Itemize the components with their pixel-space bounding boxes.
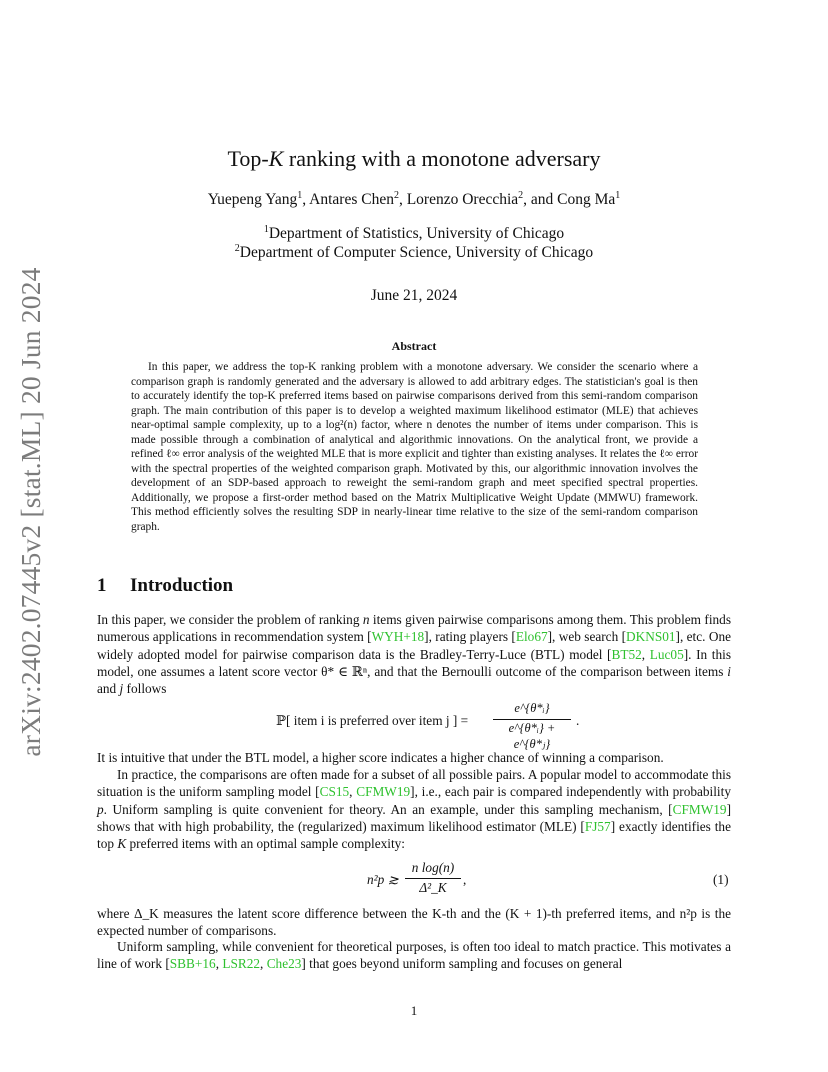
citation-link[interactable]: SBB+16: [169, 956, 216, 972]
body-paragraph: In practice, the comparisons are often made for a subset of all possible pairs. A popular model to accommodate this situation is the uniform sampling model [CS15, CFMW19], i.e., each pair is compared independently with probability p. Uniform sampling is quite convenient for theory. An an example, under this sampling mechanism, [CFMW19] shows that with high probability, the (regularized) maximum likelihood estimator (MLE) [FJ57] exactly identifies the top K preferred items with an optimal sample complexity:: [97, 767, 731, 852]
citation-link[interactable]: DKNS01: [626, 629, 676, 645]
equation-sample-complexity: [0, 860, 828, 896]
citation-link[interactable]: WYH+18: [371, 629, 425, 645]
author: Yuepeng Yang$^1$,: [207, 189, 310, 208]
affiliation: $^2$Department of Computer Science, University of Chicago: [234, 242, 594, 261]
affiliation: $^1$Department of Statistics, University of Chicago: [263, 223, 565, 242]
author: Antares Chen$^2$,: [309, 189, 407, 208]
section-heading: [97, 575, 233, 597]
fraction-denominator: Δ²_K: [419, 880, 447, 895]
citation-link[interactable]: Elo67: [515, 629, 548, 645]
author: Lorenzo Orecchia$^2$, and: [406, 189, 558, 208]
fraction-numerator: n log(n): [411, 860, 455, 875]
paper-date: June 21, 2024: [370, 287, 458, 304]
section-title: Introduction: [130, 575, 234, 596]
citation-link[interactable]: FJ57: [584, 818, 611, 834]
body-paragraph: Uniform sampling, while convenient for theoretical purposes, is often too ideal to match practice. This motivates a line of work [SBB+16, LSR22, Che23] that goes beyond uniform sampling and focuses on general: [97, 939, 731, 972]
citation-link[interactable]: CFMW19: [356, 784, 411, 800]
author-list: [0, 191, 828, 209]
equation-punct: .: [576, 713, 580, 728]
equation-punct: ,: [463, 872, 467, 887]
citation-link[interactable]: CFMW19: [672, 801, 727, 817]
citation-link[interactable]: LSR22: [222, 956, 261, 972]
section-number: 1: [97, 575, 107, 596]
abstract-heading: Abstract: [391, 339, 437, 353]
author: Cong Ma$^1$: [557, 189, 621, 208]
equation-fraction: [405, 860, 461, 896]
page-number: 1: [410, 1003, 418, 1018]
fraction-numerator: e^{θ*ᵢ}: [514, 701, 550, 715]
body-paragraph: In this paper, we consider the problem of ranking n items given pairwise comparisons among them. This problem finds numerous applications in recommendation system [WYH+18], rating players [Elo67], web search [DKNS01], etc. One widely adopted model for pairwise comparison data is the Bradley-Terry-Luce (BTL) model [BT52, Luc05]. In this model, one assumes a latent score vector θ* ∈ ℝⁿ, and that the Bernoulli outcome of the comparison between items i and j follows: [97, 612, 732, 697]
title-prefix: Top-: [227, 146, 269, 171]
citation-link[interactable]: CS15: [319, 784, 350, 800]
body-paragraph: It is intuitive that under the BTL model, a higher score indicates a higher chance of winning a comparison.: [97, 750, 664, 765]
equation-lhs: n²p ≳: [367, 872, 399, 887]
paper-title: [0, 146, 828, 172]
citation-link[interactable]: Luc05: [649, 646, 684, 662]
body-paragraph: where Δ_K measures the latent score difference between the K-th and the (K + 1)-th preferred items, and n²p is the expected number of comparisons.: [97, 906, 731, 939]
citation-link[interactable]: BT52: [611, 646, 642, 662]
arxiv-id: arXiv:2402.07445v2 [stat.ML] 20 Jun 2024: [15, 267, 46, 757]
equation-number: (1): [713, 872, 729, 887]
abstract-text: In this paper, we address the top-K ranking problem with a monotone adversary. We consider the scenario where a comparison graph is randomly generated and the adversary is allowed to add arbitrary edges. The statistician's goal is then to accurately identify the top-K preferred items based on pairwise comparisons derived from this semi-random comparison graph. The main contribution of this paper is to develop a weighted maximum likelihood estimator (MLE) that achieves near-optimal sample complexity, up to a log²(n) factor, where n denotes the number of items under comparison. This is made possible through a combination of analytical and algorithmic innovations. On the analytical front, we provide a refined ℓ∞ error analysis of the weighted MLE that is more explicit and tighter than existing analyses. It relates the ℓ∞ error with the spectral properties of the weighted comparison graph. Motivated by this, our algorithmic innovation involves the development of an SDP-based approach to reweight the semi-random graph and meet specified spectral properties. Additionally, we propose a first-order method based on the Matrix Multiplicative Weight Update (MMWU) framework. This method efficiently solves the resulting SDP in nearly-linear time relative to the size of the semi-random comparison graph.: [131, 361, 698, 533]
equation-lhs: ℙ[ item i is preferred over item j ] =: [276, 713, 469, 728]
equation-btl: [0, 701, 828, 751]
equation-fraction: [493, 701, 571, 752]
citation-link[interactable]: Che23: [266, 956, 302, 972]
fraction-denominator: e^{θ*ᵢ} + e^{θ*ⱼ}: [508, 721, 556, 751]
title-suffix: ranking with a monotone adversary: [283, 146, 601, 171]
title-variable: K: [268, 146, 284, 171]
